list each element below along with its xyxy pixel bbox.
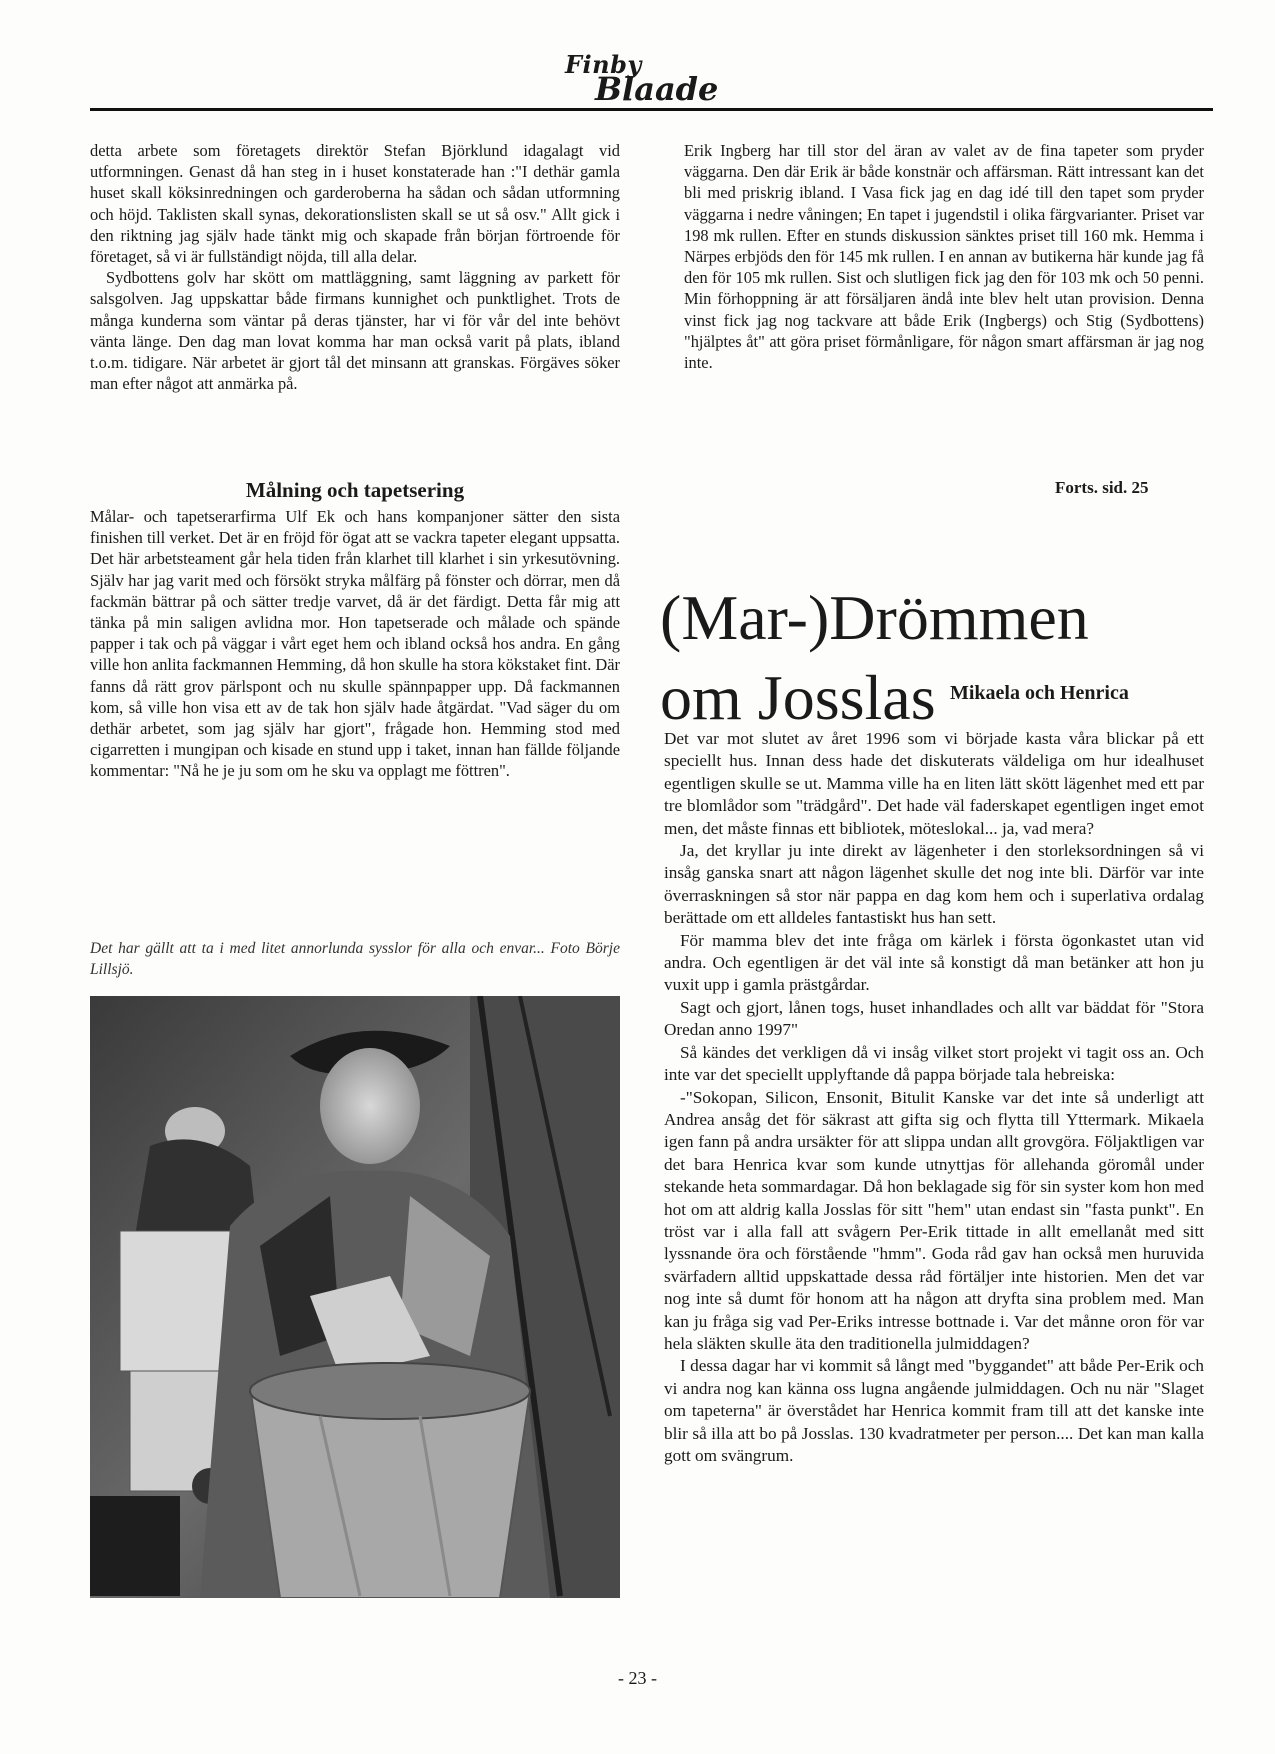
right-top-text <box>684 140 1204 373</box>
byline: Mikaela och Henrica <box>950 682 1129 704</box>
page-number: - 23 - <box>618 1668 657 1688</box>
paragraph: Sydbottens golv har skött om mattläggning, samt läggning av parkett för salsgolven. Jag uppskattar både firmans kunnighet och punktlighet. Trots de många kunderna som väntar på deras tjänster, har vi för vår del inte behövt vänta länge. Den dag man lovat komma har man också varit på plats, ibland t.o.m. tidigare. När arbetet är gjort tål det minsann att granskas. Förgäves söker man efter något att anmärka på. <box>90 268 620 394</box>
paragraph: Ja, det kryllar ju inte direkt av lägenheter i den storleksordningen så vi insåg ganska snart att någon lägenhet skulle det nog inte bli. Därför var inte överraskningen så stor när pappa en dag kom hem och i superlativa ordalag berättade om ett alldeles fantastiskt hus han sett. <box>664 841 1204 928</box>
paragraph: Så kändes det verkligen då vi insåg vilket stort projekt vi tagit oss an. Och inte var det speciellt upplyftande då pappa började tala hebreiska: <box>664 1042 1204 1085</box>
masthead-finby: Finby <box>565 50 642 79</box>
article-body <box>664 728 1204 1467</box>
paragraph: Erik Ingberg har till stor del äran av valet av de fina tapeter som pryder väggarna. Den där Erik är både konstnär och affärsman. Rätt intressant kan det bli med priskrig ibland. I Vasa fick jag en dag idé till den tapet som pryder väggarna i nedre våningen; En tapet i jugendstil i olika färgvarianter. Priset var 198 mk rullen. Efter en stunds diskussion sänktes priset till 160 mk. Hemma i Närpes erbjöds den för 145 mk rullen. I en annan av butikerna här kunde jag få den för 105 mk rullen. Sist och slutligen fick jag den för 103 mk och 50 penni. Min förhoppning är att försäljaren ändå inte blev helt utan provision. Denna vinst fick jag nog tackvare att både Erik (Ingbergs) och Stig (Sydbottens) "hjälptes åt" att göra priset förmånligare, för någon smart affärsman är jag nog inte. <box>684 141 1204 373</box>
paragraph: -"Sokopan, Silicon, Ensonit, Bitulit Kanske var det inte så underligt att Andrea ansåg det för säkrast att gifta sig och flytta till Yttermark. Mikaela igen fann på andra ursäkter för att slippa undan allt grovgöra. Följaktligen var det bara Henrica kvar som kunde utnyttjas för allehanda göromål under stekande heta sommardagar. Då hon beklagade sig för sin syster kom hon med hot om att aldrig kalla Josslas för sitt "hem" utan endast sin "fasta punkt". En tröst var i alla fall att svågern Per-Erik tittade in allt emellanåt med sitt lyssnande öra och förstående "hmm". Goda råd gav han också men huruvida svärfadern alltid uppskattade dessa råd förtäljer inte historien. Men det var nog inte så dumt för honom att ha någon att dryfta sina problem med. Man kan ju fråga sig vad Per-Eriks intresse bottnade i. Var det månne oron för var hela släkten skulle äta den traditionella julmiddagen? <box>664 1087 1204 1353</box>
paragraph: detta arbete som företagets direktör Stefan Björklund idagalagt vid utformningen. Genast då han steg in i huset konstaterade han :"I dethär gamla huset skall köksinredningen och garderoberna ha sådan och sådan utformning och höjd. Taklisten skall synas, dekorationslisten skall se ut så osv." Allt gick i den riktning jag själv hade tänkt mig och skapade från början förtroende för företaget, så vi är fullständigt nöjda, till alla delar. <box>90 141 620 267</box>
photo <box>90 996 620 1598</box>
left-intro-text <box>90 140 620 394</box>
left-section-text <box>90 506 620 782</box>
header-rule <box>90 108 1213 111</box>
article-title-line1: (Mar-)Drömmen <box>660 582 1089 653</box>
paragraph: Sagt och gjort, lånen togs, huset inhandlades och allt var bäddat för "Stora Oredan anno 1997" <box>664 997 1204 1040</box>
paragraph: Målar- och tapetserarfirma Ulf Ek och hans kompanjoner sätter den sista finishen till verket. Det är en fröjd för ögat att se vackra tapeter elegant uppsatta. Det här arbetsteament går hela tiden från klarhet till klarhet i sin yrkesutövning. Själv har jag varit med och försökt stryka målfärg på fönster och dörrar, men då fackmän bättrar på och sätter tredje varvet, då är det färdigt. Detta får mig att tänka på min saligen avlidna mor. Hon tapetserade och målade och spände papper i tak och på väggar i vårt eget hem och ibland också hos andra. En gång ville hon anlita fackmannen Hemming, då hon skulle ha stora kökstaket fint. Där fanns då rätt grov pärlspont och nu skulle spännpapper upp. Då fackmannen kom, så ville hon visa ett av de tak hon själv hade åtgärdat. "Vad säger du om dethär arbetet, som jag själv har gjort", frågade hon. Hemming stod med cigarretten i mungipan och kisade en stund upp i taket, innan han fällde följande kommentar: "Nå he je ju som om he sku va opplagt me föttren". <box>90 507 620 781</box>
paragraph: I dessa dagar har vi kommit så långt med "byggandet" att både Per-Erik och vi andra nog kan känna oss lugna angående julmiddagen. Och nu när "Slaget om tapeterna" är överstådet har Henrica kommit fram till att det kanske inte blir så illa att bo på Josslas. 130 kvadratmeter per person.... Det kan man kalla gott om svängrum. <box>664 1356 1204 1465</box>
masthead-blaade: Blaade <box>595 70 719 108</box>
article-title-line2: om Josslas <box>660 662 936 733</box>
continued-note: Forts. sid. 25 <box>1055 478 1149 497</box>
masthead <box>0 22 1275 108</box>
photo-caption: Det har gällt att ta i med litet annorlunda sysslor för alla och envar... Foto Börje Lillsjö. <box>90 940 620 978</box>
section-heading: Målning och tapetsering <box>245 478 465 502</box>
article-title <box>660 578 1220 738</box>
paragraph: Det var mot slutet av året 1996 som vi började kasta våra blickar på ett speciellt hus. Innan dess hade det diskuterats väldeliga om hur idealhuset egentligen skulle se ut. Mamma ville ha en liten lätt skött lägenhet med ett par tre blomlådor som "trädgård". Det hade väl faderskapet egentligen inget emot men, det måste finnas ett bibliotek, möteslokal... ja, vad mera? <box>664 729 1204 838</box>
paragraph: För mamma blev det inte fråga om kärlek i första ögonkastet utan vid andra. Och egentligen är det väl inte så konstigt då man betänker att hon ju vuxit upp i gamla prästgårdar. <box>664 930 1204 995</box>
